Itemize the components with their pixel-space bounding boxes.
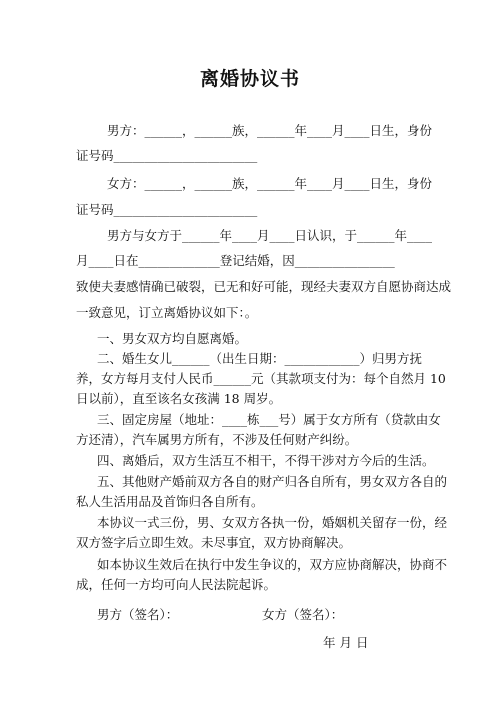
copies-line-2: 双方签字后立即生效。未尽事宜，双方协商解决。 xyxy=(76,535,352,550)
clause-1: 一、男女双方均自愿离婚。 xyxy=(97,331,248,346)
clause-5-line-1: 五、其他财产婚前双方各自的财产归各自所有，男女双方各自的 xyxy=(97,474,448,489)
male-info-line-1: 男方：______，______族，______年____月____日生，身份 xyxy=(107,123,433,138)
clause-2-line-1: 二、婚生女儿______（出生日期：____________）归男方抚 xyxy=(97,351,423,366)
clause-3-line-2: 方还清），汽车属男方所有，不涉及任何财产纠纷。 xyxy=(76,432,358,447)
male-id-line: 证号码_______________________ xyxy=(76,148,258,163)
female-signature-label: 女方（签名）： xyxy=(262,607,344,622)
male-signature-label: 男方（签名）： xyxy=(97,607,179,622)
clause-2-line-3: 日以前），直至该名女孩满 18 周岁。 xyxy=(76,391,282,406)
copies-line-1: 本协议一式三份，男、女双方各执一份，婚姻机关留存一份，经 xyxy=(97,515,448,530)
dispute-line-1: 如本协议生效后在执行中发生争议的，双方应协商解决，协商不 xyxy=(97,557,448,572)
clause-2-line-2: 养，女方每月支付人民币______元（其款项支付为：每个自然月 10 xyxy=(76,371,446,386)
female-id-line: 证号码_______________________ xyxy=(76,202,258,217)
agreement-intro-line: 一致意见，订立离婚协议如下：。 xyxy=(76,305,258,320)
clause-4: 四、离婚后，双方生活互不相干，不得干涉对方今后的生活。 xyxy=(97,453,435,468)
clause-3-line-1: 三、固定房屋（地址：____栋___号）属于女方所有（贷款由女 xyxy=(97,412,441,427)
date-line: 年 月 日 xyxy=(323,635,369,650)
meeting-line: 男方与女方于______年____月____日认识，于______年____ xyxy=(107,228,433,243)
dispute-line-2: 成，任何一方均可向人民法院起诉。 xyxy=(76,577,277,592)
breakdown-line: 致使夫妻感情确已破裂，已无和好可能，现经夫妻双方自愿协商达成 xyxy=(76,279,452,294)
marriage-line: 月____日在_____________登记结婚，因________________ xyxy=(76,253,395,268)
document-title: 离婚协议书 xyxy=(199,68,300,90)
clause-5-line-2: 私人生活用品及首饰归各自所有。 xyxy=(76,494,264,509)
female-info-line-1: 女方：______，______族，______年____月____日生，身份 xyxy=(107,176,433,191)
